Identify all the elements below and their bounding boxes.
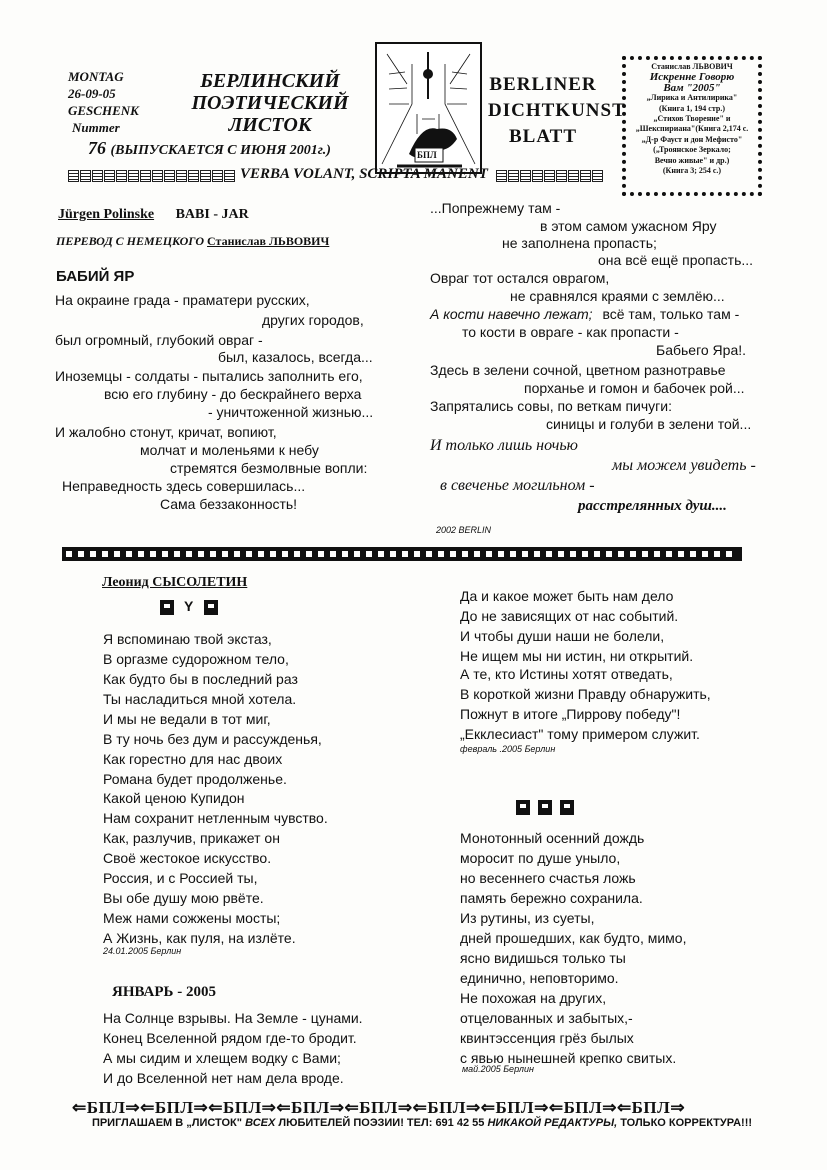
- poem-line: До не зависящих от нас событий.: [460, 608, 679, 624]
- house-icon: [538, 800, 552, 815]
- poem-line: отцелованных и забытых,-: [460, 1010, 633, 1026]
- film-perforation: [102, 551, 108, 557]
- poem-line: И только лишь ночью: [430, 437, 578, 454]
- issue-line: [88, 138, 331, 159]
- poem-line: стремятся безмолвные вопли:: [170, 460, 368, 476]
- since-text: (ВЫПУСКАЕТСЯ С ИЮНЯ 2001г.): [110, 143, 331, 158]
- poem-line: Россия, и с Россией ты,: [103, 870, 258, 886]
- filmstrip-divider: [62, 547, 742, 561]
- gift-label: GESCHENK: [68, 103, 139, 118]
- film-perforation: [186, 551, 192, 557]
- film-perforation: [378, 551, 384, 557]
- house-icon: [160, 600, 174, 615]
- poem-line: - уничтоженной жизнью...: [208, 404, 374, 420]
- poem-line: Пожнут в итоге „Пиррову победу"!: [460, 706, 681, 722]
- ad-line: „Стихов Творение" и: [653, 114, 731, 124]
- film-perforation: [246, 551, 252, 557]
- poem2-signature: 24.01.2005 Берлин: [103, 946, 182, 956]
- poem-line: ...Попрежнему там -: [430, 200, 561, 216]
- ad-line: Вечно живые" и др.): [654, 155, 730, 165]
- poem-line: „Екклесиаст" тому примером служит.: [460, 726, 700, 742]
- film-perforation: [594, 551, 600, 557]
- film-perforation: [690, 551, 696, 557]
- film-perforation: [498, 551, 504, 557]
- poem-line: молчат и моленьями к небу: [140, 442, 319, 458]
- poem-line: Я вспоминаю твой экстаз,: [103, 631, 272, 647]
- poem5-ornament: [512, 800, 578, 820]
- poem2-author: Леонид СЫСОЛЕТИН: [102, 575, 248, 590]
- poem-line: в этом самом ужасном Яру: [540, 218, 717, 234]
- film-perforation: [390, 551, 396, 557]
- poem-line: Сама беззаконность!: [160, 496, 298, 512]
- poem-line: порханье и гомон и бабочек рой...: [524, 380, 745, 396]
- poem-line: Конец Вселенной рядом где-то бродит.: [103, 1030, 357, 1046]
- poem-line: В короткой жизни Правду обнаружить,: [460, 686, 711, 702]
- film-perforation: [510, 551, 516, 557]
- poem4-stanza-2: [460, 664, 711, 744]
- film-perforation: [234, 551, 240, 557]
- translator-name: Станислав ЛЬВОВИЧ: [207, 234, 330, 248]
- poem-line: Какой ценою Купидон: [103, 790, 245, 806]
- poem-line: Неправедность здесь совершилась...: [62, 478, 306, 494]
- poem4-stanza-1: [460, 586, 693, 666]
- poem2-ornament: [156, 600, 222, 620]
- poem-line: то кости в овраге - как пропасти -: [462, 324, 679, 340]
- poem-line: память бережно сохранила.: [460, 890, 643, 906]
- poem-line: И чтобы души наши не болели,: [460, 628, 665, 644]
- ad-line: (Книга 1, 194 стр.): [658, 103, 725, 113]
- title-ru-line-3: ЛИСТОК: [228, 114, 312, 136]
- poem-line: Бабьего Яра!.: [656, 342, 747, 358]
- film-perforation: [306, 551, 312, 557]
- film-perforation: [666, 551, 672, 557]
- film-perforation: [618, 551, 624, 557]
- poem-line: Как, разлучив, прикажет он: [103, 830, 280, 846]
- film-perforation: [702, 551, 708, 557]
- book-ad-text: [628, 62, 756, 176]
- film-perforation: [66, 551, 72, 557]
- poem5-stanza-2: [460, 908, 686, 988]
- poem-line: Монотонный осенний дождь: [460, 830, 645, 846]
- ad-line: „Шекспириана"(Книга 2,174 с.: [635, 124, 749, 134]
- title-de-line-3: BLATT: [508, 126, 577, 147]
- poem-line: мы можем увидеть -: [612, 457, 756, 474]
- poem3-title: ЯНВАРЬ - 2005: [112, 984, 216, 1000]
- film-perforation: [486, 551, 492, 557]
- poem-line: но весеннего счастья ложь: [460, 870, 636, 886]
- poem1-author: Jürgen Polinske: [58, 207, 155, 222]
- poem1-title: БАБИЙ ЯР: [56, 268, 135, 285]
- film-perforation: [198, 551, 204, 557]
- poem-line: дней прошедших, как будто, мимо,: [460, 930, 687, 946]
- poem-line: В ту ночь без дум и рассужденья,: [103, 731, 322, 747]
- poem-line: моросит по душе уныло,: [460, 850, 621, 866]
- film-perforation: [90, 551, 96, 557]
- poem1-signature: 2002 BERLIN: [436, 525, 492, 535]
- invite-text: НИКАКОЙ РЕДАКТУРЫ,: [487, 1117, 618, 1129]
- ad-line: „Лирика и Антилирика": [646, 93, 738, 103]
- poem-line: На Солнце взрывы. На Земле - цунами.: [103, 1010, 363, 1026]
- poem2-stanza-3: [103, 788, 328, 868]
- poem-line: был огромный, глубокий овраг -: [55, 332, 263, 348]
- film-perforation: [714, 551, 720, 557]
- title-german: [488, 72, 626, 150]
- film-perforation: [462, 551, 468, 557]
- film-perforation: [138, 551, 144, 557]
- poem-line: синицы и голуби в зелени той...: [546, 416, 752, 432]
- title-ru-line-1: БЕРЛИНСКИЙ: [200, 70, 340, 92]
- poem-line: расстрелянных душ....: [578, 498, 727, 514]
- poem-line-part: А кости навечно лежат;: [430, 306, 593, 322]
- film-perforation: [210, 551, 216, 557]
- poem-line: других городов,: [262, 312, 364, 328]
- house-icon: [516, 800, 530, 815]
- poem-line: И мы не ведали в тот миг,: [103, 711, 271, 727]
- decor-strip-left: [68, 170, 235, 184]
- phone-number: 691 42 55: [435, 1117, 485, 1129]
- footer-invite: [42, 1117, 802, 1129]
- ad-line: (Книга 3; 254 с.): [662, 166, 722, 176]
- poem-line: она всё ещё пропасть...: [598, 252, 754, 268]
- poem-line: Как будто бы в последний раз: [103, 671, 298, 687]
- film-perforation: [474, 551, 480, 557]
- film-perforation: [258, 551, 264, 557]
- film-perforation: [606, 551, 612, 557]
- film-perforation: [174, 551, 180, 557]
- title-ru-line-2: ПОЭТИЧЕСКИЙ: [191, 92, 349, 114]
- number-label: Nummer: [72, 120, 120, 135]
- poem-line: Меж нами сожжены мосты;: [103, 910, 281, 926]
- poem-line-part: всё там, только там -: [602, 306, 740, 322]
- poem2-stanza-2: [103, 709, 322, 789]
- film-perforation: [678, 551, 684, 557]
- film-perforation: [342, 551, 348, 557]
- poem5-stanza-3: [460, 988, 676, 1068]
- film-perforation: [450, 551, 456, 557]
- ad-line: „Д-р Фауст и дон Мефисто": [641, 134, 743, 144]
- weekday: MONTAG: [68, 69, 124, 84]
- title-russian: [180, 70, 360, 136]
- translation-label: ПЕРЕВОД С НЕМЕЦКОГО: [56, 234, 205, 248]
- poem-line: Здесь в зелени сочной, цветном разнотравье: [430, 362, 726, 378]
- poem-line: И до Вселенной нет нам дела вроде.: [103, 1070, 344, 1086]
- poem-line: А те, кто Истины хотят отведать,: [460, 666, 673, 682]
- film-perforation: [438, 551, 444, 557]
- film-perforation: [294, 551, 300, 557]
- poem-line: Как горестно для нас двоих: [103, 751, 283, 767]
- film-perforation: [78, 551, 84, 557]
- poem-line: с явью нынешней крепко свитых.: [460, 1050, 677, 1066]
- poem-line: был, казалось, всегда...: [218, 349, 373, 365]
- film-perforation: [318, 551, 324, 557]
- film-perforation: [126, 551, 132, 557]
- invite-text: ВСЕХ: [245, 1117, 276, 1129]
- film-perforation: [630, 551, 636, 557]
- film-perforation: [522, 551, 528, 557]
- film-perforation: [582, 551, 588, 557]
- film-perforation: [114, 551, 120, 557]
- glass-icon: Y: [184, 598, 194, 614]
- title-de-line-1: BERLINER: [489, 74, 597, 95]
- poem-line: квинтэссенция грёз былых: [460, 1030, 634, 1046]
- poem2-stanza-1: [103, 629, 298, 709]
- logo-text: БПЛ: [417, 150, 437, 160]
- poem1-author-line: [58, 207, 249, 223]
- poem4-signature: февраль .2005 Берлин: [460, 744, 556, 754]
- poem-line: Запрятались совы, по веткам пичуги:: [430, 398, 672, 414]
- poem-line: Своё жестокое искусство.: [103, 850, 272, 866]
- poem5-stanza-1: [460, 828, 644, 908]
- logo-chain: ⇐БПЛ⇒⇐БПЛ⇒⇐БПЛ⇒⇐БПЛ⇒⇐БПЛ⇒⇐БПЛ⇒⇐БПЛ⇒⇐БПЛ⇒⇐БПЛ⇒: [72, 1098, 686, 1117]
- ad-line: Искренне Говорю: [649, 71, 735, 84]
- poem-line: Из рутины, из суеты,: [460, 910, 595, 926]
- poem-line: На окраине града - праматери русских,: [55, 292, 310, 308]
- film-perforation: [222, 551, 228, 557]
- film-perforation: [726, 551, 732, 557]
- poem-line: [430, 304, 739, 324]
- poem-line: ясно видишься только ты: [460, 950, 626, 966]
- poem-line: не заполнена пропасть;: [502, 235, 657, 251]
- invite-text: ПРИГЛАШАЕМ В „ЛИСТОК": [91, 1117, 242, 1129]
- poem3-stanza-1: [103, 1008, 363, 1088]
- poem-line: единично, неповторимо.: [460, 970, 619, 986]
- poem-line: А Жизнь, как пуля, на излёте.: [103, 930, 296, 946]
- issue-date: 26-09-05: [68, 86, 116, 101]
- poem-line: Нам сохранит нетленным чувство.: [103, 810, 328, 826]
- poem-line: И жалобно стонут, кричат, вопиют,: [55, 424, 277, 440]
- poem-line: Не ищем мы ни истин, ни открытий.: [460, 648, 694, 664]
- poem-line: в свеченье могильном -: [440, 477, 595, 494]
- ad-line: Вам "2005": [663, 81, 721, 94]
- poem-line: всю его глубину - до бескрайнего верха: [104, 386, 362, 402]
- poem-line: Ты насладиться мной хотела.: [103, 691, 297, 707]
- issue-number: 76: [88, 138, 106, 158]
- poem-line: не сравнялся краями с землёю...: [510, 288, 725, 304]
- poem-line: В оргазме судорожном тело,: [103, 651, 289, 667]
- decor-strip-right: [496, 170, 603, 184]
- masthead-logo: [375, 42, 482, 174]
- film-perforation: [426, 551, 432, 557]
- house-icon: [560, 800, 574, 815]
- film-perforation: [162, 551, 168, 557]
- film-perforation: [330, 551, 336, 557]
- film-perforation: [282, 551, 288, 557]
- film-perforation: [558, 551, 564, 557]
- invite-text: ТОЛЬКО КОРРЕКТУРА!!!: [620, 1117, 753, 1129]
- translation-credit: [56, 234, 329, 249]
- invite-text: ЛЮБИТЕЛЕЙ ПОЭЗИИ! ТЕЛ:: [278, 1117, 433, 1129]
- ad-line: („Троянское Зеркало;: [653, 145, 731, 155]
- film-perforation: [366, 551, 372, 557]
- film-perforation: [534, 551, 540, 557]
- poem-line: Вы обе душу мою рвёте.: [103, 890, 264, 906]
- film-perforation: [270, 551, 276, 557]
- poem1-title-de: BABI - JAR: [175, 207, 249, 222]
- poem2-stanza-4: [103, 868, 296, 948]
- poem-line: Романа будет продолженье.: [103, 771, 287, 787]
- film-perforation: [654, 551, 660, 557]
- house-icon: [204, 600, 218, 615]
- film-perforation: [546, 551, 552, 557]
- poem-line: Иноземцы - солдаты - пытались заполнить его,: [55, 368, 363, 384]
- film-perforation: [414, 551, 420, 557]
- poem-line: Овраг тот остался оврагом,: [430, 270, 610, 286]
- title-de-line-2: DICHTKUNST: [488, 100, 626, 121]
- film-perforation: [402, 551, 408, 557]
- poem5-signature: май.2005 Берлин: [462, 1064, 534, 1074]
- film-perforation: [570, 551, 576, 557]
- ad-line: Станислав ЛЬВОВИЧ: [651, 62, 733, 71]
- film-perforation: [642, 551, 648, 557]
- film-perforation: [150, 551, 156, 557]
- poem-line: Не похожая на других,: [460, 990, 607, 1006]
- book-ad-box: [622, 56, 762, 196]
- issue-meta: [68, 68, 139, 136]
- poem-line: Да и какое может быть нам дело: [460, 588, 674, 604]
- poem-line: А мы сидим и хлещем водку с Вами;: [103, 1050, 341, 1066]
- film-perforation: [354, 551, 360, 557]
- motto: VERBA VOLANT, SCRIPTA MANENT: [240, 166, 488, 182]
